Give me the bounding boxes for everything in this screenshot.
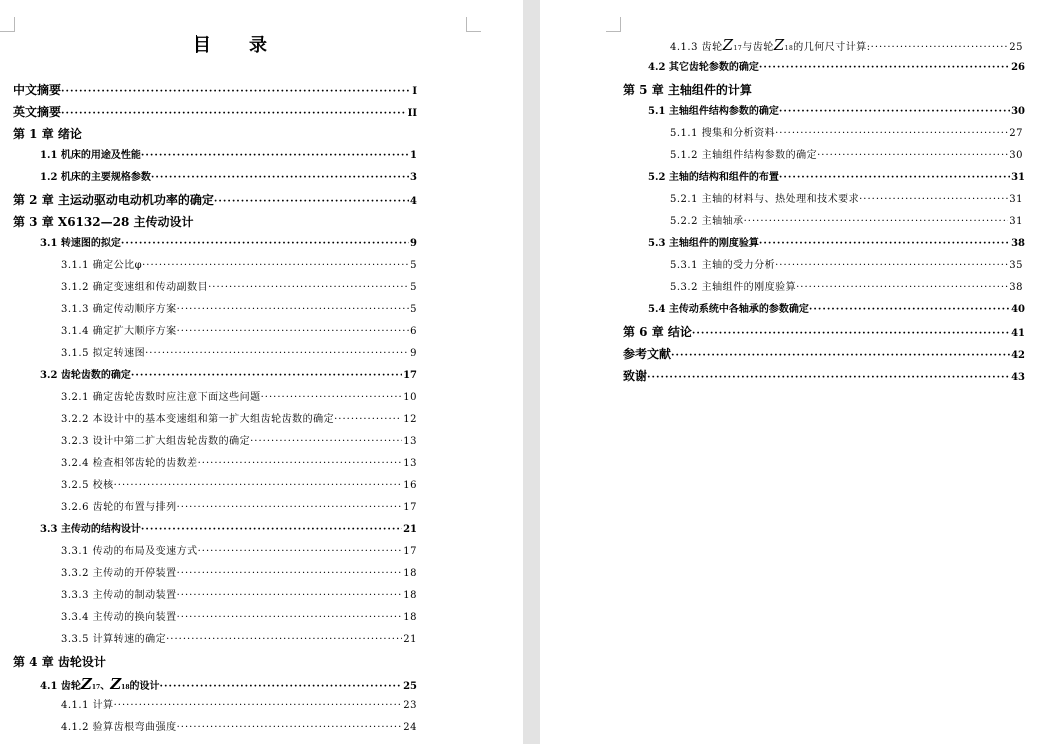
- toc-entry-label: 3.2 齿轮齿数的确定: [40, 370, 131, 381]
- toc-entry-page: 38: [1009, 282, 1023, 293]
- toc-entry[interactable]: [40, 520, 417, 540]
- toc-entry-label: 1.1 机床的用途及性能: [40, 150, 141, 161]
- toc-entry-label: 3.2.1 确定齿轮齿数时应注意下面这些问题: [61, 392, 261, 403]
- toc-dot-leader: [671, 346, 1010, 366]
- toc-dot-leader: [250, 432, 402, 452]
- toc-label-text: 的几何尺寸计算:: [793, 42, 871, 53]
- toc-entry-label: 3.3.4 主传动的换向装置: [61, 612, 177, 623]
- toc-entry[interactable]: [670, 256, 1023, 276]
- toc-entry-page: 3: [410, 172, 417, 183]
- toc-entry[interactable]: [40, 674, 417, 694]
- page-corner-mark: [606, 17, 621, 32]
- toc-entry-page: 25: [403, 681, 417, 692]
- toc-entry-label: 3.3 主传动的结构设计: [40, 524, 141, 535]
- toc-entry[interactable]: [61, 564, 417, 584]
- toc-dot-leader: [775, 124, 1008, 144]
- toc-entry[interactable]: [61, 542, 417, 562]
- toc-entry-page: 41: [1011, 328, 1025, 339]
- toc-entry[interactable]: [61, 696, 417, 716]
- toc-label-text: 、: [100, 681, 111, 692]
- toc-entry[interactable]: [670, 212, 1023, 232]
- toc-entry[interactable]: [61, 498, 417, 518]
- toc-entry-page: 5: [410, 304, 417, 315]
- toc-entry-page: 13: [403, 436, 417, 447]
- document-page-right: [540, 0, 1045, 744]
- toc-dot-leader: [177, 322, 410, 342]
- toc-label-text: 4.1 齿轮: [40, 681, 81, 692]
- toc-entry-page: 10: [403, 392, 417, 403]
- toc-entry[interactable]: [61, 718, 417, 738]
- toc-entry-label: 5.4 主传动系统中各轴承的参数确定: [648, 304, 809, 315]
- toc-entry-page: 30: [1011, 106, 1025, 117]
- toc-entry-page: 31: [1011, 172, 1025, 183]
- toc-dot-leader: [114, 476, 403, 496]
- toc-entry-page: 18: [403, 590, 417, 601]
- toc-entry-label: 3.3.3 主传动的制动装置: [61, 590, 177, 601]
- toc-entry-page: 24: [403, 722, 417, 733]
- toc-entry[interactable]: [13, 102, 417, 122]
- toc-entry-label: 第 1 章 绪论: [13, 127, 82, 141]
- toc-entry-label: 3.1.1 确定公比φ: [61, 260, 143, 271]
- toc-entry-page: II: [407, 108, 417, 119]
- toc-dot-leader: [759, 234, 1010, 254]
- toc-entry-label: 第 5 章 主轴组件的计算: [623, 83, 752, 97]
- toc-dot-leader: [177, 498, 403, 518]
- toc-entry-label: 中文摘要: [13, 83, 62, 97]
- toc-entry-page: 21: [403, 634, 417, 645]
- toc-dot-leader: [61, 104, 407, 124]
- toc-entry[interactable]: [40, 234, 417, 254]
- toc-entry[interactable]: [670, 190, 1023, 210]
- toc-entry[interactable]: [670, 146, 1023, 166]
- toc-entry[interactable]: [61, 630, 417, 650]
- toc-entry[interactable]: [61, 322, 417, 342]
- toc-entry-label: 5.2.2 主轴轴承: [670, 216, 744, 227]
- toc-dot-leader: [796, 278, 1008, 298]
- toc-entry[interactable]: [61, 454, 417, 474]
- toc-entry-label: 5.1.2 主轴组件结构参数的确定: [670, 150, 818, 161]
- toc-dot-leader: [141, 146, 409, 166]
- toc-dot-leader: [142, 256, 409, 276]
- toc-dot-leader: [114, 696, 403, 716]
- toc-entry-label: [670, 35, 871, 59]
- toc-entry-label: 5.3.1 主轴的受力分析: [670, 260, 776, 271]
- toc-entry-label: 3.2.4 检查相邻齿轮的齿数差: [61, 458, 198, 469]
- page-corner-mark: [466, 17, 481, 32]
- toc-entry-label: 致谢: [623, 369, 648, 383]
- toc-entry-label: 3.1.2 确定变速组和传动副数目: [61, 282, 209, 293]
- toc-entry-label: 3.1.4 确定扩大顺序方案: [61, 326, 177, 337]
- toc-entry[interactable]: [61, 256, 417, 276]
- gear-symbol: Z: [722, 36, 734, 54]
- toc-chapter-heading[interactable]: [13, 124, 417, 144]
- toc-dot-leader: [198, 454, 403, 474]
- toc-entry-page: 17: [403, 370, 417, 381]
- toc-entry-page: 43: [1011, 372, 1025, 383]
- toc-dot-leader: [261, 388, 403, 408]
- toc-entry[interactable]: [623, 322, 1025, 342]
- toc-entry-page: 26: [1011, 62, 1025, 73]
- toc-dot-leader: [214, 192, 409, 212]
- toc-entry-page: 4: [410, 196, 417, 207]
- toc-entry-label: 第 6 章 结论: [623, 325, 692, 339]
- toc-label-text: 与齿轮: [742, 42, 774, 53]
- gear-subscript: 17: [91, 684, 101, 691]
- toc-entry[interactable]: [61, 344, 417, 364]
- toc-entry-page: 5: [410, 282, 417, 293]
- gear-symbol: Z: [80, 675, 92, 693]
- toc-entry-label: 第 3 章 X6132—28 主传动设计: [13, 215, 194, 229]
- toc-entry-page: 1: [410, 150, 417, 161]
- toc-dot-leader: [166, 630, 402, 650]
- toc-entry-label: 第 4 章 齿轮设计: [13, 655, 106, 669]
- toc-entry-label: 第 2 章 主运动驱动电动机功率的确定: [13, 193, 214, 207]
- toc-dot-leader: [334, 410, 402, 430]
- toc-entry[interactable]: [623, 344, 1025, 364]
- toc-dot-leader: [859, 190, 1008, 210]
- toc-entry-label: 4.1.1 计算: [61, 700, 114, 711]
- toc-entry-page: 23: [403, 700, 417, 711]
- toc-entry-label: 3.3.5 计算转速的确定: [61, 634, 167, 645]
- toc-entry[interactable]: [648, 168, 1025, 188]
- toc-entry-page: 42: [1011, 350, 1025, 361]
- toc-entry-label: 5.3 主轴组件的刚度验算: [648, 238, 759, 249]
- toc-entry-label: 5.2.1 主轴的材料与、热处理和技术要求: [670, 194, 860, 205]
- toc-dot-leader: [177, 300, 410, 320]
- toc-entry-page: 40: [1011, 304, 1025, 315]
- toc-dot-leader: [208, 278, 409, 298]
- toc-dot-leader: [177, 718, 403, 738]
- toc-chapter-heading[interactable]: [13, 212, 417, 232]
- toc-dot-leader: [160, 677, 403, 697]
- toc-entry-label: 1.2 机床的主要规格参数: [40, 172, 151, 183]
- toc-entry[interactable]: [61, 278, 417, 298]
- toc-entry[interactable]: [40, 366, 417, 386]
- toc-dot-leader: [121, 234, 409, 254]
- toc-entry[interactable]: [61, 608, 417, 628]
- toc-entry[interactable]: [40, 146, 417, 166]
- toc-entry-label: 5.3.2 主轴组件的刚度验算: [670, 282, 797, 293]
- toc-entry[interactable]: [61, 388, 417, 408]
- gear-subscript: 18: [121, 684, 130, 691]
- gear-subscript: 18: [784, 45, 794, 52]
- toc-chapter-heading[interactable]: [623, 80, 1025, 100]
- toc-dot-leader: [775, 256, 1008, 276]
- gear-symbol: Z: [110, 675, 122, 693]
- toc-dot-leader: [177, 586, 403, 606]
- toc-entry-page: 21: [403, 524, 417, 535]
- toc-entry-page: 25: [1009, 42, 1023, 53]
- toc-entry-page: 13: [403, 458, 417, 469]
- toc-entry-label: 5.1.1 搜集和分析资料: [670, 128, 776, 139]
- toc-entry-label: 3.3.2 主传动的开停装置: [61, 568, 177, 579]
- gear-subscript: 17: [733, 45, 743, 52]
- toc-entry[interactable]: [670, 124, 1023, 144]
- toc-entry[interactable]: [61, 300, 417, 320]
- toc-dot-leader: [141, 520, 402, 540]
- toc-dot-leader: [145, 344, 409, 364]
- toc-entry-page: 38: [1011, 238, 1025, 249]
- toc-entry-page: 9: [410, 238, 417, 249]
- toc-entry-page: 17: [403, 502, 417, 513]
- toc-entry[interactable]: [13, 80, 417, 100]
- toc-entry-page: I: [412, 86, 417, 97]
- toc-entry-label: 4.1.2 验算齿根弯曲强度: [61, 722, 177, 733]
- toc-dot-leader: [817, 146, 1008, 166]
- toc-chapter-heading[interactable]: [13, 652, 417, 672]
- toc-entry-page: 9: [410, 348, 417, 359]
- toc-entry-label: 3.3.1 传动的布局及变速方式: [61, 546, 198, 557]
- toc-dot-leader: [198, 542, 403, 562]
- toc-entry-page: 18: [403, 568, 417, 579]
- toc-entry[interactable]: [40, 168, 417, 188]
- toc-entry-page: 6: [410, 326, 417, 337]
- toc-entry-page: 5: [410, 260, 417, 271]
- toc-entry[interactable]: [61, 432, 417, 452]
- toc-title: 目录: [193, 35, 305, 56]
- toc-dot-leader: [61, 82, 411, 102]
- toc-dot-leader: [177, 564, 403, 584]
- toc-entry-label: 英文摘要: [13, 105, 62, 119]
- toc-entry-page: 27: [1009, 128, 1023, 139]
- toc-dot-leader: [647, 368, 1010, 388]
- toc-entry[interactable]: [648, 300, 1025, 320]
- toc-entry-label: 5.1 主轴组件结构参数的确定: [648, 106, 779, 117]
- toc-entry[interactable]: [670, 35, 1023, 55]
- toc-entry-label: 3.2.3 设计中第二扩大组齿轮齿数的确定: [61, 436, 251, 447]
- toc-entry-label: [40, 674, 160, 698]
- toc-entry-page: 35: [1009, 260, 1023, 271]
- toc-dot-leader: [151, 168, 409, 188]
- toc-dot-leader: [744, 212, 1009, 232]
- toc-entry[interactable]: [648, 58, 1025, 78]
- toc-entry-label: 3.2.2 本设计中的基本变速组和第一扩大组齿轮齿数的确定: [61, 414, 335, 425]
- toc-entry[interactable]: [648, 234, 1025, 254]
- toc-entry-label: 3.2.6 齿轮的布置与排列: [61, 502, 177, 513]
- toc-entry[interactable]: [648, 102, 1025, 122]
- toc-dot-leader: [779, 168, 1010, 188]
- toc-entry[interactable]: [670, 278, 1023, 298]
- toc-entry-page: 18: [403, 612, 417, 623]
- toc-entry-label: 5.2 主轴的结构和组件的布置: [648, 172, 779, 183]
- toc-dot-leader: [692, 324, 1010, 344]
- toc-entry-label: 3.1.5 拟定转速图: [61, 348, 146, 359]
- toc-dot-leader: [131, 366, 402, 386]
- toc-entry-label: 4.2 其它齿轮参数的确定: [648, 62, 759, 73]
- toc-label-text: 4.1.3 齿轮: [670, 42, 723, 53]
- toc-label-text: 的设计: [129, 681, 160, 692]
- toc-dot-leader: [809, 300, 1010, 320]
- toc-entry[interactable]: [61, 586, 417, 606]
- toc-entry-label: 3.1.3 确定传动顺序方案: [61, 304, 177, 315]
- toc-entry[interactable]: [61, 476, 417, 496]
- gear-symbol: Z: [773, 36, 785, 54]
- toc-entry[interactable]: [61, 410, 417, 430]
- toc-entry-page: 31: [1009, 216, 1023, 227]
- toc-entry-label: 参考文献: [623, 347, 672, 361]
- toc-entry[interactable]: [623, 366, 1025, 386]
- toc-entry-page: 30: [1009, 150, 1023, 161]
- toc-entry-page: 16: [403, 480, 417, 491]
- toc-dot-leader: [779, 102, 1010, 122]
- toc-dot-leader: [759, 58, 1010, 78]
- toc-dot-leader: [177, 608, 403, 628]
- toc-entry-page: 17: [403, 546, 417, 557]
- toc-entry-page: 31: [1009, 194, 1023, 205]
- toc-entry-label: 3.2.5 校核: [61, 480, 114, 491]
- page-corner-mark: [0, 17, 15, 32]
- toc-entry[interactable]: [13, 190, 417, 210]
- toc-entry-label: 3.1 转速图的拟定: [40, 238, 121, 249]
- toc-entry-page: 12: [403, 414, 417, 425]
- toc-dot-leader: [871, 38, 1009, 58]
